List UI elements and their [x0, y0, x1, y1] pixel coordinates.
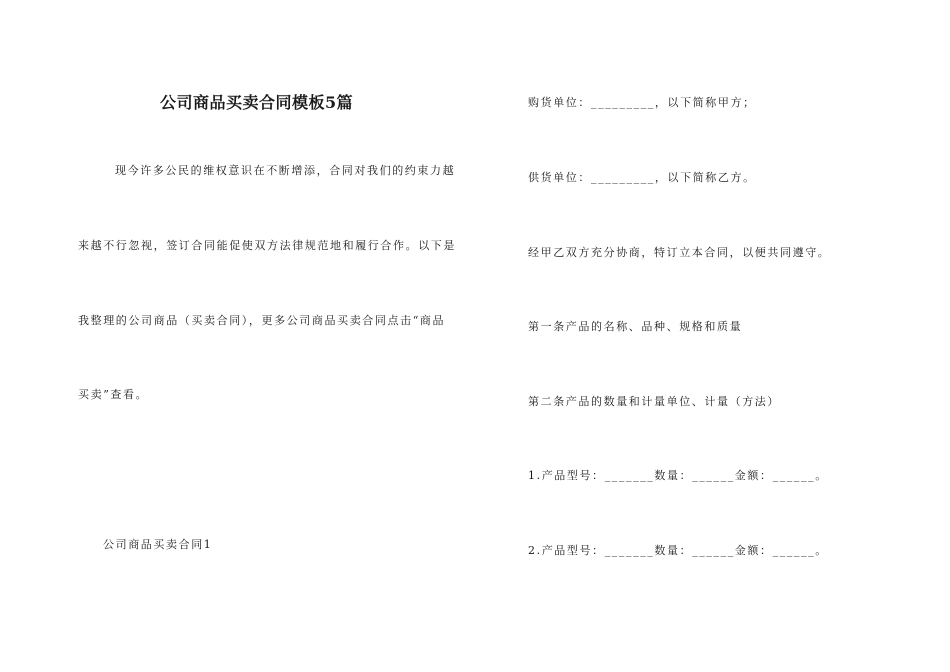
intro-line-2: 来越不行忽视，签订合同能促使双方法律规范地和履行合作。以下是 — [78, 239, 456, 252]
product-item-1: 1.产品型号：_______数量：______金额：______。 — [528, 469, 828, 482]
section-heading: 公司商品买卖合同1 — [103, 538, 213, 551]
article-2-heading: 第二条产品的数量和计量单位、计量（方法） — [528, 395, 780, 408]
agreement-line: 经甲乙双方充分协商，特订立本合同，以便共同遵守。 — [528, 246, 831, 259]
article-1-heading: 第一条产品的名称、品种、规格和质量 — [528, 320, 743, 333]
intro-line-3: 我整理的公司商品（买卖合同），更多公司商品买卖合同点击“商品 — [78, 314, 446, 327]
intro-line-4: 买卖”查看。 — [78, 388, 149, 401]
buyer-line: 购货单位：_________，以下简称甲方； — [528, 96, 756, 109]
document-title: 公司商品买卖合同模板5篇 — [160, 93, 354, 112]
product-item-2: 2.产品型号：_______数量：______金额：______。 — [528, 544, 828, 557]
supplier-line: 供货单位：_________，以下简称乙方。 — [528, 171, 756, 184]
intro-line-1: 现今许多公民的维权意识在不断增添，合同对我们的约束力越 — [115, 164, 456, 177]
